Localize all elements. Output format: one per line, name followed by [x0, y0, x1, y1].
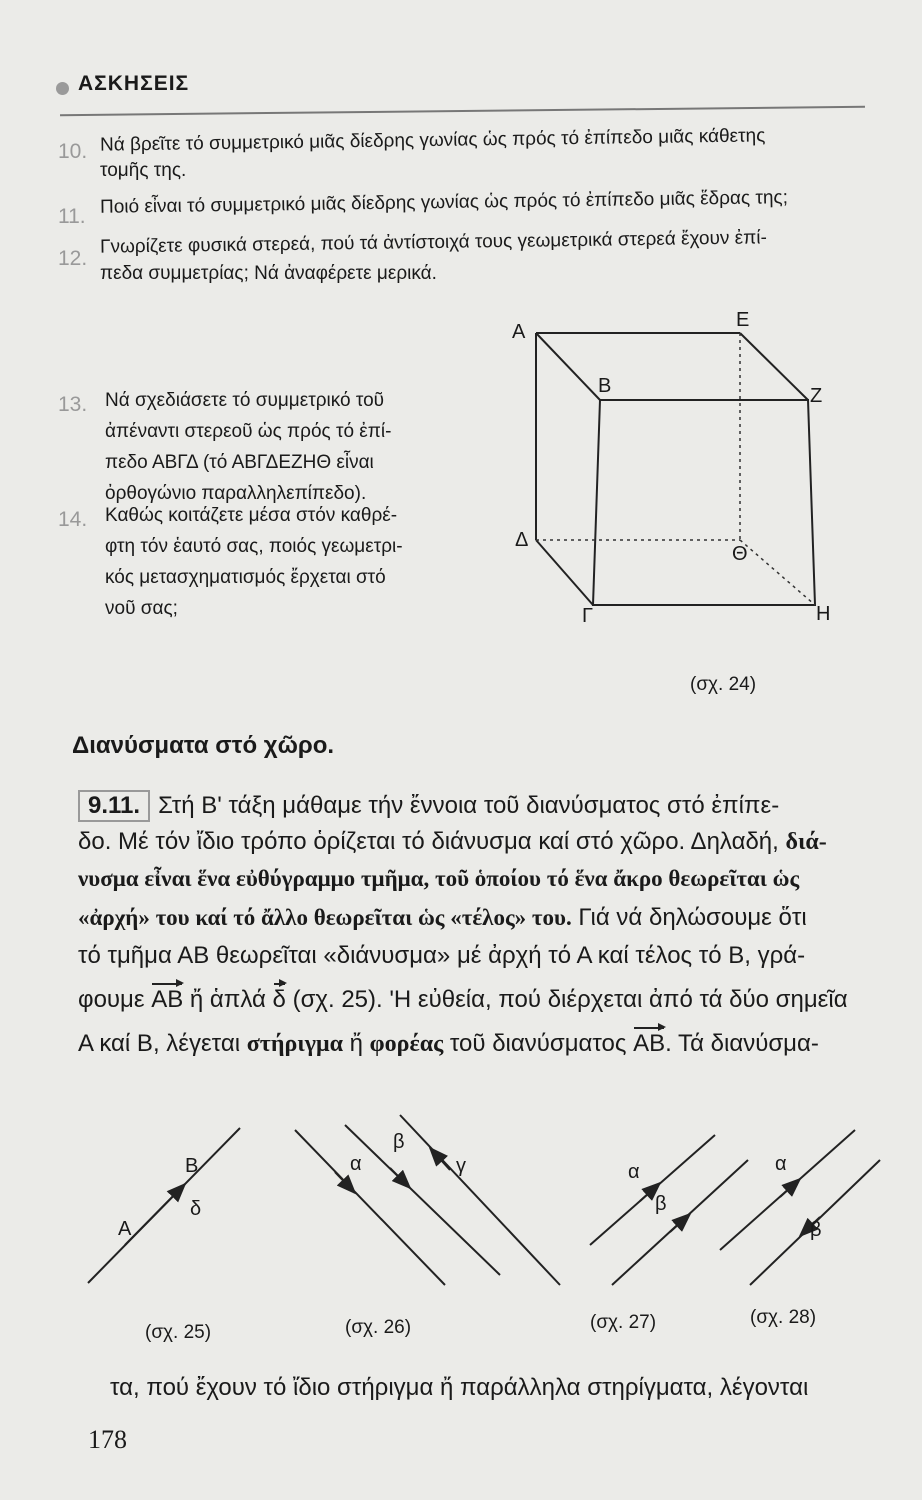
text: (σχ. 25). 'Η εὐθεία, πού διέρχεται ἀπό τά δύο σημεῖα: [285, 986, 848, 1013]
text: ἤ ἁπλά: [183, 986, 273, 1013]
point-label: Α: [118, 1218, 132, 1240]
text: Στή Β' τάξη μάθαμε τήν ἔννοια τοῦ διανύσματος στό ἐπίπε-: [158, 792, 780, 819]
bold-text: «ἀρχή» του καί τό ἄλλο θεωρεῖται ὡς «τέλος» του.: [78, 905, 572, 930]
exercise-12-line: Γνωρίζετε φυσικά στερεά, πού τά ἀντίστοιχά τους γεωμετρικά στερεά ἔχουν ἐπί-: [99, 227, 767, 258]
vertex-label: Ζ: [810, 385, 823, 407]
exercise-11-line: Ποιό εἶναι τό συμμετρικό μιᾶς δίεδρης γωνίας ὡς πρός τό ἐπίπεδο μιᾶς ἕδρας της;: [99, 187, 789, 218]
exercise-12-line: πεδα συμμετρίας; Νά ἀναφέρετε μερικά.: [100, 263, 437, 284]
fig26-line: [400, 1115, 560, 1285]
vector-label: α: [628, 1161, 640, 1183]
fig26-arrow: [430, 1148, 450, 1170]
point-label: Β: [185, 1155, 199, 1177]
fig25-vector: [125, 1184, 185, 1245]
figure-caption: (σχ. 26): [345, 1317, 412, 1338]
vector-ab: ΑΒ: [633, 1030, 666, 1057]
exercise-number: 11.: [58, 205, 86, 228]
vector-label: β: [810, 1219, 822, 1241]
exercise-10-line: τομῆς της.: [100, 160, 187, 181]
section-heading: Διανύσματα στό χῶρο.: [72, 732, 335, 759]
vector-figures: [0, 1090, 922, 1360]
page-number: 178: [88, 1425, 127, 1454]
exercise-number: 12.: [58, 247, 88, 270]
vector-delta: δ: [272, 986, 286, 1013]
exercise-number: 13.: [58, 393, 88, 416]
paragraph-number: 9.11.: [78, 790, 150, 822]
vector-label: β: [655, 1193, 667, 1215]
text: . Τά διανύσμα-: [665, 1030, 819, 1057]
bold-text: διά-: [785, 829, 827, 855]
exercise-13-line: Νά σχεδιάσετε τό συμμετρικό τοῦ: [105, 390, 385, 411]
bold-text: φορέας: [369, 1031, 444, 1057]
paragraph-line: τό τμῆμα ΑΒ θεωρεῖται «διάνυσμα» μέ ἀρχή τό Α καί τέλος τό Β, γρά-: [78, 942, 806, 969]
figure-caption: (σχ. 25): [145, 1322, 212, 1343]
cube-front-face: [593, 400, 815, 605]
bold-text: στήριγμα: [246, 1031, 343, 1057]
fig27-arrow: [670, 1214, 690, 1232]
cuboid-figure: [0, 0, 922, 720]
exercise-14-line: Καθώς κοιτάζετε μέσα στόν καθρέ-: [105, 505, 398, 526]
text: τοῦ διανύσματος: [443, 1030, 634, 1057]
exercise-number: 10.: [58, 140, 88, 163]
paragraph-line: [78, 904, 807, 932]
fig26-line: [295, 1130, 445, 1285]
exercise-14-line: κός μετασχηματισμός ἔρχεται στό: [105, 567, 386, 588]
text: Α καί Β, λέγεται: [78, 1030, 247, 1057]
vertex-label: Ε: [736, 309, 750, 331]
fig26-arrow: [390, 1168, 410, 1188]
section-header: ΑΣΚΗΣΕΙΣ: [78, 72, 190, 95]
exercise-13-line: πεδο ΑΒΓΔ (τό ΑΒΓΔΕΖΗΘ εἶναι: [105, 452, 374, 473]
text: Γιά νά δηλώσουμε ὅτι: [571, 904, 807, 931]
vertex-label: Θ: [732, 543, 748, 565]
paragraph-line: τα, πού ἔχουν τό ἴδιο στήριγμα ἤ παράλληλα στηρίγματα, λέγονται: [110, 1374, 809, 1401]
text: φουμε: [78, 986, 152, 1013]
exercise-13-line: ὀρθογώνιο παραλληλεπίπεδο).: [105, 483, 367, 504]
figure-caption: (σχ. 27): [590, 1312, 657, 1333]
fig26-arrow: [335, 1172, 355, 1193]
exercise-10-line: Νά βρεῖτε τό συμμετρικό μιᾶς δίεδρης γωνίας ὡς πρός τό ἐπίπεδο μιᾶς κάθετης: [99, 125, 766, 156]
figure-caption: (σχ. 24): [690, 674, 757, 695]
paragraph-line: [78, 790, 779, 822]
exercise-14-line: νοῦ σας;: [105, 598, 178, 619]
vertex-label: Α: [512, 321, 526, 343]
vertex-label: Η: [816, 603, 831, 625]
exercise-14-line: φτη τόν ἑαυτό σας, ποιός γεωμετρι-: [105, 536, 403, 557]
vertex-label: Δ: [515, 529, 529, 551]
paragraph-line: [78, 986, 848, 1014]
vector-label: γ: [456, 1155, 466, 1177]
text: ἤ: [342, 1030, 370, 1057]
vector-label: α: [350, 1153, 362, 1175]
vector-label: β: [393, 1131, 405, 1153]
paragraph-line: [78, 828, 827, 856]
vector-ab: ΑΒ: [151, 986, 184, 1013]
paragraph-line: [78, 1030, 819, 1058]
vector-label: δ: [190, 1198, 202, 1220]
exercise-13-line: ἀπέναντι στερεοῦ ὡς πρός τό ἐπί-: [105, 421, 392, 442]
vector-label: α: [775, 1153, 787, 1175]
exercise-number: 14.: [58, 508, 88, 531]
text: δο. Μέ τόν ἴδιο τρόπο ὁρίζεται τό διάνυσμα καί στό χῶρο. Δηλαδή,: [78, 828, 786, 855]
figure-caption: (σχ. 28): [750, 1307, 817, 1328]
fig26-line: [345, 1125, 500, 1275]
vertex-label: Γ: [582, 605, 594, 627]
vertex-label: Β: [598, 375, 612, 397]
fig28-arrow: [780, 1179, 800, 1197]
paragraph-line: νυσμα εἶναι ἕνα εὐθύγραμμο τμῆμα, τοῦ ὁποίου τό ἕνα ἄκρο θεωρεῖται ὡς: [78, 866, 800, 891]
